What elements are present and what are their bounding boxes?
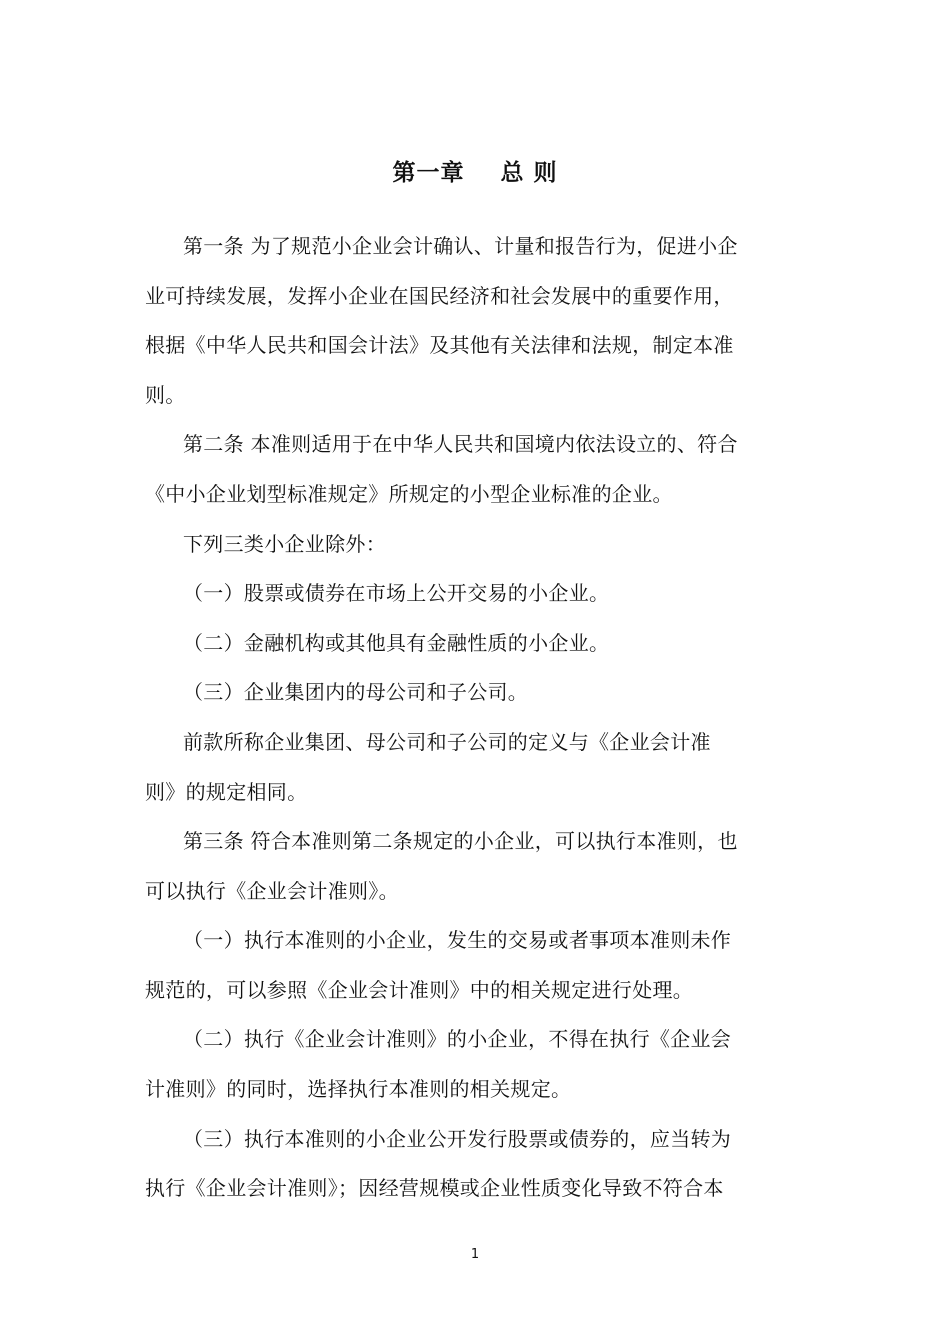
article-3-item-1-line-2: 规范的，可以参照《企业会计准则》中的相关规定进行处理。 (145, 978, 694, 1002)
article-3-line-1: 第三条 符合本准则第二条规定的小企业，可以执行本准则，也 (183, 829, 738, 853)
article-1-line-2: 业可持续发展，发挥小企业在国民经济和社会发展中的重要作用， (145, 284, 734, 308)
article-3-item-3-line-1: （三）执行本准则的小企业公开发行股票或债券的，应当转为 (183, 1127, 732, 1151)
exception-item-1: （一）股票或债券在市场上公开交易的小企业。 (183, 581, 610, 605)
article-1-line-3: 根据《中华人民共和国会计法》及其他有关法律和法规，制定本准 (145, 333, 734, 357)
article-3-item-1-line-1: （一）执行本准则的小企业，发生的交易或者事项本准则未作 (183, 928, 732, 952)
article-3-line-2: 可以执行《企业会计准则》。 (145, 879, 399, 903)
exception-item-2: （二）金融机构或其他具有金融性质的小企业。 (183, 631, 610, 655)
exceptions-intro: 下列三类小企业除外： (183, 532, 386, 556)
article-3-item-3-line-2: 执行《企业会计准则》；因经营规模或企业性质变化导致不符合本 (145, 1176, 724, 1200)
article-1-line-1: 第一条 为了规范小企业会计确认、计量和报告行为，促进小企 (183, 234, 738, 258)
article-3-item-2-line-1: （二）执行《企业会计准则》的小企业，不得在执行《企业会 (183, 1027, 732, 1051)
article-3-item-2-line-2: 计准则》的同时，选择执行本准则的相关规定。 (145, 1077, 572, 1101)
chapter-title: 第一章 总 则 (392, 159, 558, 186)
exception-item-3: （三）企业集团内的母公司和子公司。 (183, 680, 529, 704)
article-2-line-1: 第二条 本准则适用于在中华人民共和国境内依法设立的、符合 (183, 432, 738, 456)
article-2-line-2: 《中小企业划型标准规定》所规定的小型企业标准的企业。 (145, 482, 673, 506)
definition-line-1: 前款所称企业集团、母公司和子公司的定义与《企业会计准 (183, 730, 711, 754)
page-number: 1 (470, 1247, 480, 1262)
article-1-line-4: 则。 (145, 383, 186, 407)
definition-line-2: 则》的规定相同。 (145, 780, 308, 804)
